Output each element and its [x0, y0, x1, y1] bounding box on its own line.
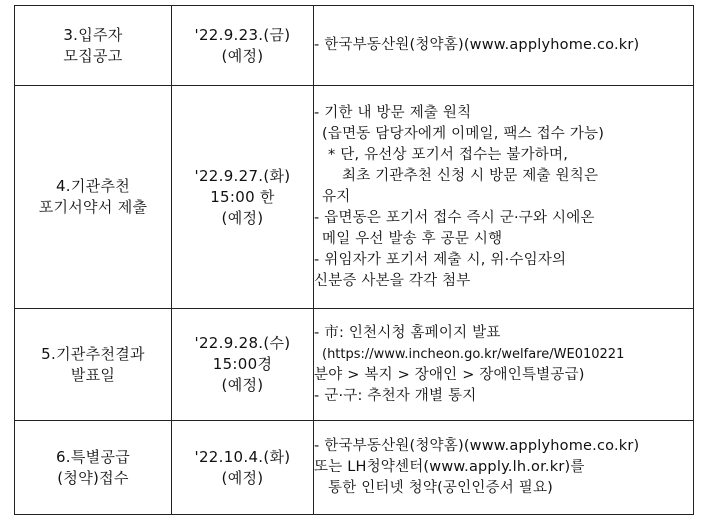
date-line: '22.9.23.(금) [194, 25, 291, 44]
detail-line: - 한국부동산원(청약홈)(www.applyhome.co.kr) [314, 37, 640, 53]
detail-line: * 단, 유선상 포기서 접수는 불가하며, [328, 146, 569, 163]
date-line: (예정) [221, 468, 264, 487]
detail-cell [314, 86, 694, 309]
detail-line: - 市: 인천시청 홈페이지 발표 [314, 324, 501, 341]
step-cell [15, 309, 172, 421]
detail-line: - 읍면동은 포기서 접수 즉시 군·구와 시에온 [314, 209, 595, 226]
detail-line: - 한국부동산원(청약홈)(www.applyhome.co.kr) [314, 438, 640, 454]
date-line: 15:00경 [212, 355, 273, 373]
date-cell [172, 421, 314, 515]
detail-line: - 위임자가 포기서 제출 시, 위·수임자의 [314, 251, 567, 268]
step-label-line: 4.기관추천 [55, 177, 131, 195]
date-cell [172, 86, 314, 309]
step-label-line: 포기서약서 제출 [38, 198, 148, 216]
date-line: (예정) [221, 46, 264, 65]
date-line: '22.9.28.(수) [194, 334, 291, 352]
date-cell [172, 309, 314, 421]
detail-cell [314, 309, 694, 421]
step-cell [15, 421, 172, 515]
date-line: '22.10.4.(화) [194, 447, 291, 466]
step-cell [15, 86, 172, 309]
detail-line: 신분증 사본을 각각 첨부 [314, 272, 471, 289]
detail-line: 또는 LH청약센터(www.apply.lh.or.kr)를 [314, 459, 585, 475]
table-row [15, 421, 694, 515]
detail-line: 유지 [322, 188, 351, 205]
detail-line: 최초 기관추천 신청 시 방문 제출 원칙은 [342, 167, 599, 184]
detail-line: - 기한 내 방문 제출 원칙 [314, 104, 472, 121]
detail-line: 통한 인터넷 청약(공인인증서 필요) [328, 480, 554, 496]
table-row [15, 86, 694, 309]
detail-line: 메일 우선 발송 후 공문 시행 [322, 230, 503, 247]
date-line: 15:00 한 [210, 187, 275, 206]
table-row [15, 309, 694, 421]
detail-line: (읍면동 담당자에게 이메일, 팩스 접수 가능) [322, 125, 605, 142]
step-label-line: 모집공고 [63, 46, 123, 65]
date-line: (예정) [221, 208, 264, 227]
date-line: (예정) [221, 376, 264, 394]
date-cell [172, 6, 314, 86]
step-label-line: 발표일 [70, 365, 116, 384]
table-row [15, 6, 694, 86]
step-label-line: 3.입주자 [63, 25, 123, 44]
step-label-line: (청약)접수 [57, 468, 129, 487]
detail-cell [314, 421, 694, 515]
step-cell [15, 6, 172, 86]
detail-line: (https://www.incheon.go.kr/welfare/WE010221 [322, 346, 625, 362]
detail-cell [314, 6, 694, 86]
date-line: '22.9.27.(화) [194, 166, 291, 185]
schedule-table [14, 5, 694, 515]
detail-line: 분야 > 복지 > 장애인 > 장애인특별공급) [314, 366, 585, 383]
detail-line: - 군·구: 추천자 개별 통지 [314, 387, 477, 404]
step-label-line: 6.특별공급 [55, 447, 131, 466]
step-label-line: 5.기관추천결과 [41, 344, 145, 363]
